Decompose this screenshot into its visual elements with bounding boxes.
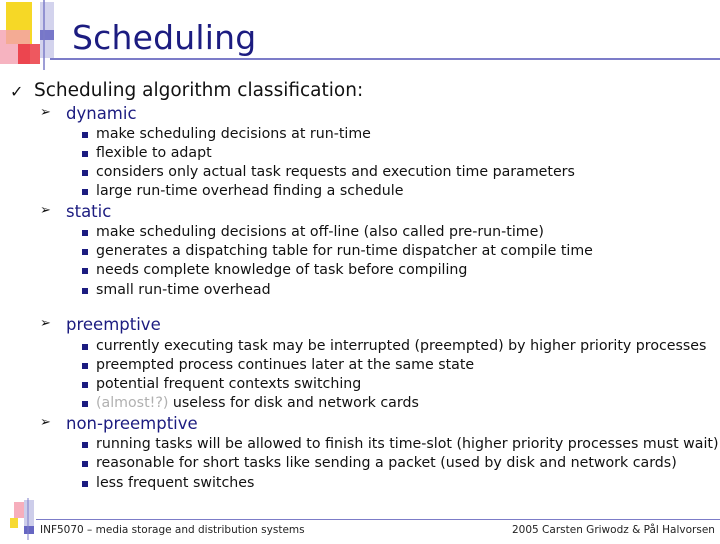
list-item-text: small run-time overhead	[96, 282, 271, 298]
square-bullet-icon	[82, 382, 88, 388]
footer-course: INF5070 – media storage and distribution systems	[40, 524, 305, 536]
greyed-qualifier: (almost!?)	[96, 395, 169, 411]
list-item-rest: useless for disk and network cards	[168, 395, 419, 411]
footer-divider	[36, 519, 720, 520]
list-item-text: less frequent switches	[96, 475, 255, 491]
corner-squares-graphic	[0, 0, 70, 80]
list-item-text: potential frequent contexts switching	[96, 376, 362, 392]
section-label: static	[66, 202, 112, 221]
square-bullet-icon	[82, 481, 88, 487]
square-bullet-icon	[82, 170, 88, 176]
list-item-text: make scheduling decisions at off-line (also called pre-run-time)	[96, 224, 544, 240]
title-divider	[50, 58, 720, 60]
square-bullet-icon	[82, 230, 88, 236]
arrow-bullet-icon: ➢	[40, 316, 51, 331]
heading-text: Scheduling algorithm classification:	[34, 80, 364, 101]
list-item-text: currently executing task may be interrupted (preempted) by higher priority processes	[96, 338, 707, 354]
square-bullet-icon	[82, 288, 88, 294]
square-bullet-icon	[82, 189, 88, 195]
slide-title: Scheduling	[72, 18, 257, 57]
checkmark-icon: ✓	[10, 82, 24, 101]
list-item-text: considers only actual task requests and execution time parameters	[96, 164, 575, 180]
square-bullet-icon	[82, 442, 88, 448]
square-bullet-icon	[82, 249, 88, 255]
footer-squares-graphic	[0, 498, 40, 540]
arrow-bullet-icon: ➢	[40, 203, 51, 218]
list-item-text	[96, 395, 419, 411]
list-item-text: flexible to adapt	[96, 145, 212, 161]
list-item-text: generates a dispatching table for run-time dispatcher at compile time	[96, 243, 593, 259]
square-bullet-icon	[82, 344, 88, 350]
list-item-text: make scheduling decisions at run-time	[96, 126, 371, 142]
section-label: preemptive	[66, 315, 161, 334]
square-bullet-icon	[82, 363, 88, 369]
square-bullet-icon	[82, 132, 88, 138]
footer-decoration	[0, 498, 40, 540]
list-item-text: preempted process continues later at the same state	[96, 357, 475, 373]
square-bullet-icon	[82, 268, 88, 274]
list-item-text: large run-time overhead finding a schedule	[96, 183, 404, 199]
list-item-text: running tasks will be allowed to finish its time-slot (higher priority processes must wait)	[96, 436, 719, 452]
square-bullet-icon	[82, 401, 88, 407]
footer-authors: 2005 Carsten Griwodz & Pål Halvorsen	[512, 524, 715, 536]
arrow-bullet-icon: ➢	[40, 105, 51, 120]
corner-decoration	[0, 0, 70, 80]
list-item-text: reasonable for short tasks like sending a packet (used by disk and network cards)	[96, 455, 677, 471]
section-label: non-preemptive	[66, 414, 198, 433]
section-label: dynamic	[66, 104, 137, 123]
arrow-bullet-icon: ➢	[40, 415, 51, 430]
list-item-text: needs complete knowledge of task before compiling	[96, 262, 468, 278]
square-bullet-icon	[82, 151, 88, 157]
square-bullet-icon	[82, 461, 88, 467]
